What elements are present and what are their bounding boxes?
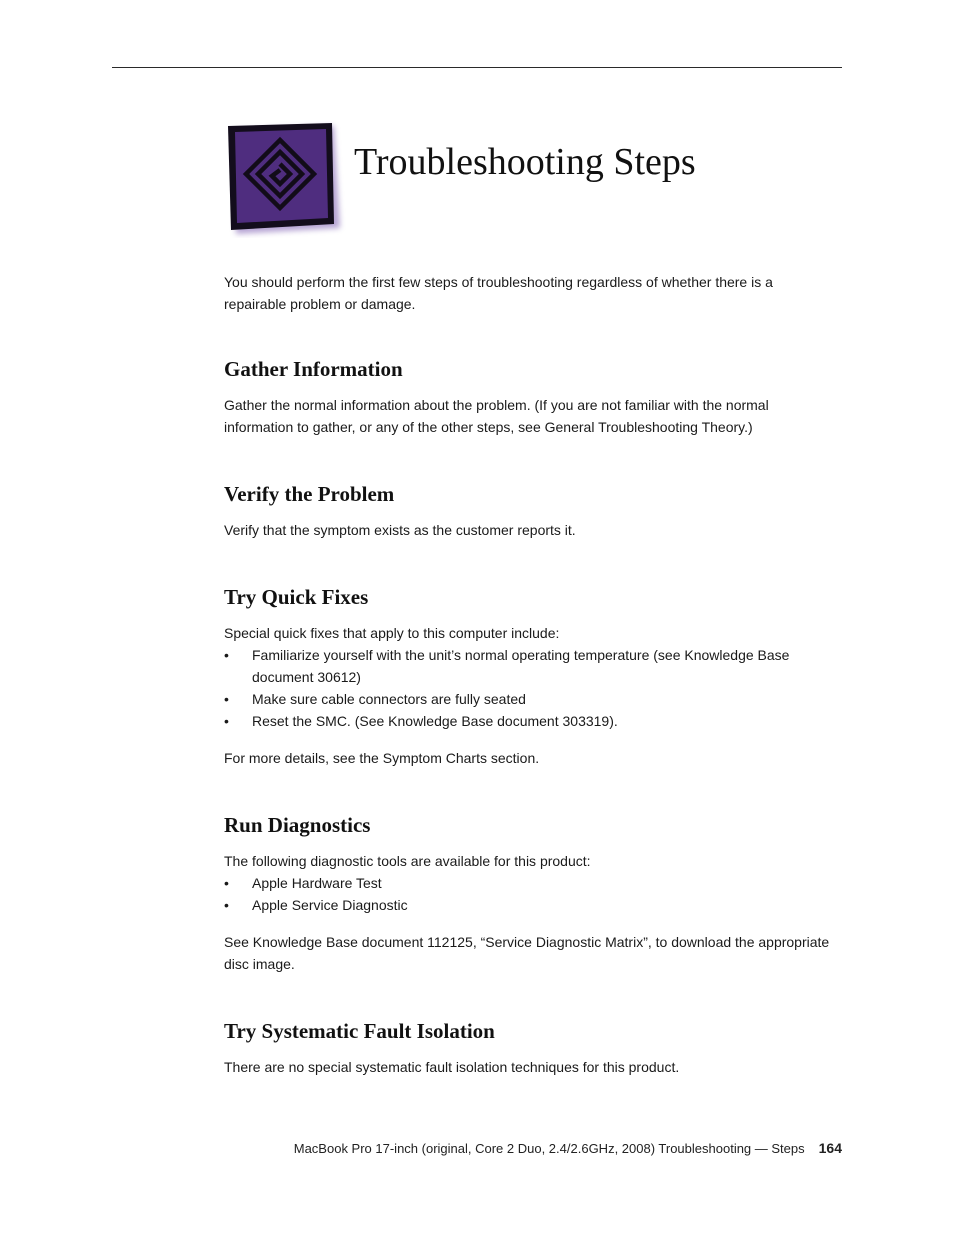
section-body: Verify that the symptom exists as the customer reports it. xyxy=(224,522,576,538)
section-heading: Try Systematic Fault Isolation xyxy=(224,1019,495,1043)
section-gather-information xyxy=(224,355,836,438)
content xyxy=(224,271,836,1120)
section-body: The following diagnostic tools are available for this product: xyxy=(224,853,591,869)
section-fault-isolation xyxy=(224,1017,836,1078)
list-item-text: Reset the SMC. (See Knowledge Base document 303319). xyxy=(252,713,618,729)
list-item xyxy=(224,644,836,688)
section-footnote: For more details, see the Symptom Charts section. xyxy=(224,750,540,766)
intro-paragraph: You should perform the first few steps of troubleshooting regardless of whether there is a repairable problem or damage. xyxy=(224,274,773,312)
bullet-glyph: • xyxy=(224,875,229,891)
page-footer xyxy=(294,1140,842,1156)
list-item xyxy=(224,688,836,710)
bullet-glyph: • xyxy=(224,647,229,663)
list-item-text: Apple Service Diagnostic xyxy=(252,897,408,913)
bullet-glyph: • xyxy=(224,713,229,729)
list-item xyxy=(224,872,836,894)
apple-service-diamond-icon xyxy=(222,120,346,238)
bullet-list xyxy=(224,644,836,732)
section-footnote: See Knowledge Base document 112125, “Service Diagnostic Matrix”, to download the appropriate disc image. xyxy=(224,934,830,972)
top-rule xyxy=(112,67,842,68)
section-heading: Run Diagnostics xyxy=(224,813,371,837)
bullet-glyph: • xyxy=(224,691,229,707)
section-verify-problem xyxy=(224,480,836,541)
section-heading: Try Quick Fixes xyxy=(224,585,369,609)
section-run-diagnostics xyxy=(224,811,836,975)
list-item-text: Apple Hardware Test xyxy=(252,875,382,891)
section-quick-fixes xyxy=(224,583,836,769)
section-body: Special quick fixes that apply to this computer include: xyxy=(224,625,560,641)
bullet-glyph: • xyxy=(224,897,229,913)
page-title: Troubleshooting Steps xyxy=(354,141,696,183)
section-heading: Verify the Problem xyxy=(224,482,395,506)
list-item-text: Familiarize yourself with the unit’s normal operating temperature (see Knowledge Base document 30612) xyxy=(252,647,790,685)
list-item xyxy=(224,710,836,732)
section-body: Gather the normal information about the problem. (If you are not familiar with the normal information to gather, or any of the other steps, see General Troubleshooting Theory.) xyxy=(224,397,769,435)
footer-text: MacBook Pro 17-inch (original, Core 2 Duo, 2.4/2.6GHz, 2008) Troubleshooting — Steps xyxy=(293,1141,805,1156)
section-body: There are no special systematic fault isolation techniques for this product. xyxy=(224,1059,680,1075)
page-number: 164 xyxy=(818,1140,842,1156)
list-item xyxy=(224,894,836,916)
list-item-text: Make sure cable connectors are fully seated xyxy=(252,691,526,707)
section-heading: Gather Information xyxy=(224,357,403,381)
bullet-list xyxy=(224,872,836,916)
